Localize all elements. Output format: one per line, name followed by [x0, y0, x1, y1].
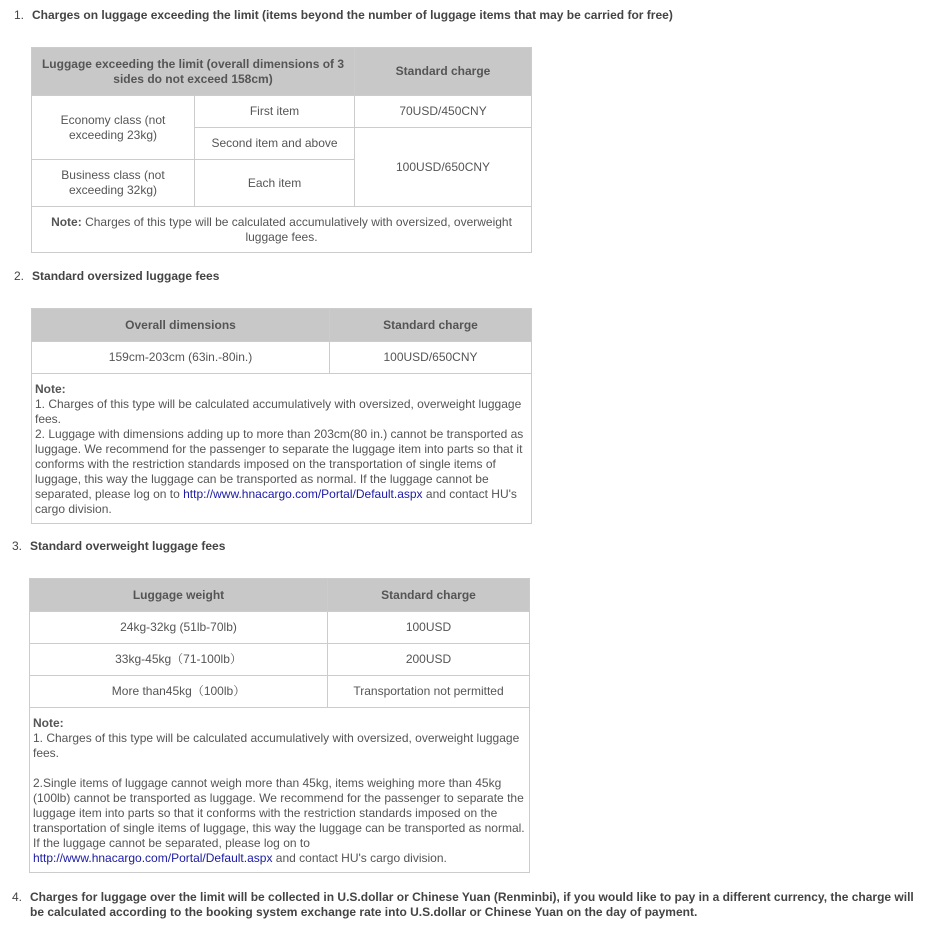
- note-item-2-text: 2.Single items of luggage cannot weigh more than 45kg, items weighing more than 45kg (100lb) cannot be transported as luggage. We recommend for the passenger to separate the luggage item into parts so that it conforms with the restriction standards imposed on the transportation of single items of luggage, this way the luggage can be transported as normal. If the luggage cannot be separated, please log on to: [33, 776, 525, 850]
- table-note: [32, 207, 532, 253]
- section-3-number: 3.: [12, 539, 23, 553]
- table-row: [30, 676, 530, 708]
- section-4-text: Charges for luggage over the limit will be collected in U.S.dollar or Chinese Yuan (Renminbi), if you would like to pay in a different currency, the charge will be calculated according to the booking system exchange rate into U.S.dollar or Chinese Yuan on the day of payment.: [30, 890, 914, 919]
- section-1-title: Charges on luggage exceeding the limit (items beyond the number of luggage items that may be carried for free): [32, 8, 673, 22]
- column-header-overall-dimensions: Overall dimensions: [32, 309, 330, 342]
- table-header-row: [30, 579, 530, 612]
- hnacargo-link[interactable]: http://www.hnacargo.com/Portal/Default.aspx: [183, 487, 423, 501]
- hnacargo-link[interactable]: http://www.hnacargo.com/Portal/Default.aspx: [33, 851, 273, 865]
- weight-cell: 24kg-32kg (51lb-70lb): [30, 612, 328, 644]
- table-header-row: [32, 48, 532, 96]
- section-2-title: Standard oversized luggage fees: [32, 269, 220, 283]
- charge-cell: Transportation not permitted: [328, 676, 530, 708]
- note-item-1: 1. Charges of this type will be calculated accumulatively with oversized, overweight luggage fees.: [35, 397, 522, 426]
- note-item-2-text: 2. Luggage with dimensions adding up to more than 203cm(80 in.) cannot be transported as luggage. We recommend for the passenger to separate the luggage item into parts so that it conforms with the restriction standards imposed on the transportation of single items of luggage, this way the luggage can be transported as normal. If the luggage cannot be separated, please log on to: [35, 427, 524, 501]
- second-item-cell: Second item and above: [195, 128, 355, 160]
- table-header-row: [32, 309, 532, 342]
- charge-cell: 100USD: [328, 612, 530, 644]
- overweight-luggage-table: [29, 578, 530, 873]
- section-1-number: 1.: [14, 8, 25, 22]
- other-items-charge-cell: 100USD/650CNY: [355, 128, 532, 207]
- section-2-number: 2.: [14, 269, 25, 283]
- charge-cell: 100USD/650CNY: [330, 342, 532, 374]
- column-header-standard-charge: Standard charge: [355, 48, 532, 96]
- column-header-standard-charge: Standard charge: [328, 579, 530, 612]
- note-item-2: [35, 427, 528, 517]
- business-class-cell: Business class (not exceeding 32kg): [32, 160, 195, 207]
- section-3-title: Standard overweight luggage fees: [30, 539, 226, 553]
- section-3-heading: [12, 539, 912, 554]
- note-item-2-tail: and contact HU's cargo division.: [272, 851, 447, 865]
- note-item-1: 1. Charges of this type will be calculated accumulatively with oversized, overweight luggage fees.: [33, 731, 520, 760]
- table-row: [30, 612, 530, 644]
- weight-cell: 33kg-45kg（71-100lb）: [30, 644, 328, 676]
- dimensions-cell: 159cm-203cm (63in.-80in.): [32, 342, 330, 374]
- note-spacer: [33, 761, 526, 776]
- section-1-heading: [14, 8, 914, 23]
- charge-cell: 200USD: [328, 644, 530, 676]
- table-note-row: [32, 374, 532, 524]
- economy-class-cell: Economy class (not exceeding 23kg): [32, 96, 195, 160]
- column-header-standard-charge: Standard charge: [330, 309, 532, 342]
- section-4-number: 4.: [12, 890, 23, 904]
- first-item-cell: First item: [195, 96, 355, 128]
- table-note: [32, 374, 532, 524]
- table-row: [32, 96, 532, 128]
- first-item-charge-cell: 70USD/450CNY: [355, 96, 532, 128]
- note-item-2: [33, 776, 526, 866]
- note-item-2-tail: and contact HU's cargo division.: [35, 487, 517, 516]
- note-label: Note:: [35, 382, 66, 396]
- section-2-heading: [14, 269, 914, 284]
- note-label: Note:: [33, 716, 64, 730]
- column-header-luggage-exceeding: Luggage exceeding the limit (overall dimensions of 3 sides do not exceed 158cm): [32, 48, 355, 96]
- table-note-row: [32, 207, 532, 253]
- column-header-luggage-weight: Luggage weight: [30, 579, 328, 612]
- table-row: [32, 342, 532, 374]
- oversized-luggage-table: [31, 308, 532, 524]
- each-item-cell: Each item: [195, 160, 355, 207]
- table-note: [30, 708, 530, 873]
- table-row: [30, 644, 530, 676]
- table-note-row: [30, 708, 530, 873]
- note-text: Charges of this type will be calculated accumulatively with oversized, overweight luggage fees.: [81, 214, 512, 244]
- section-4-heading: [12, 890, 917, 920]
- excess-luggage-table: [31, 47, 532, 253]
- note-label: Note:: [51, 214, 82, 229]
- weight-cell: More than45kg（100lb）: [30, 676, 328, 708]
